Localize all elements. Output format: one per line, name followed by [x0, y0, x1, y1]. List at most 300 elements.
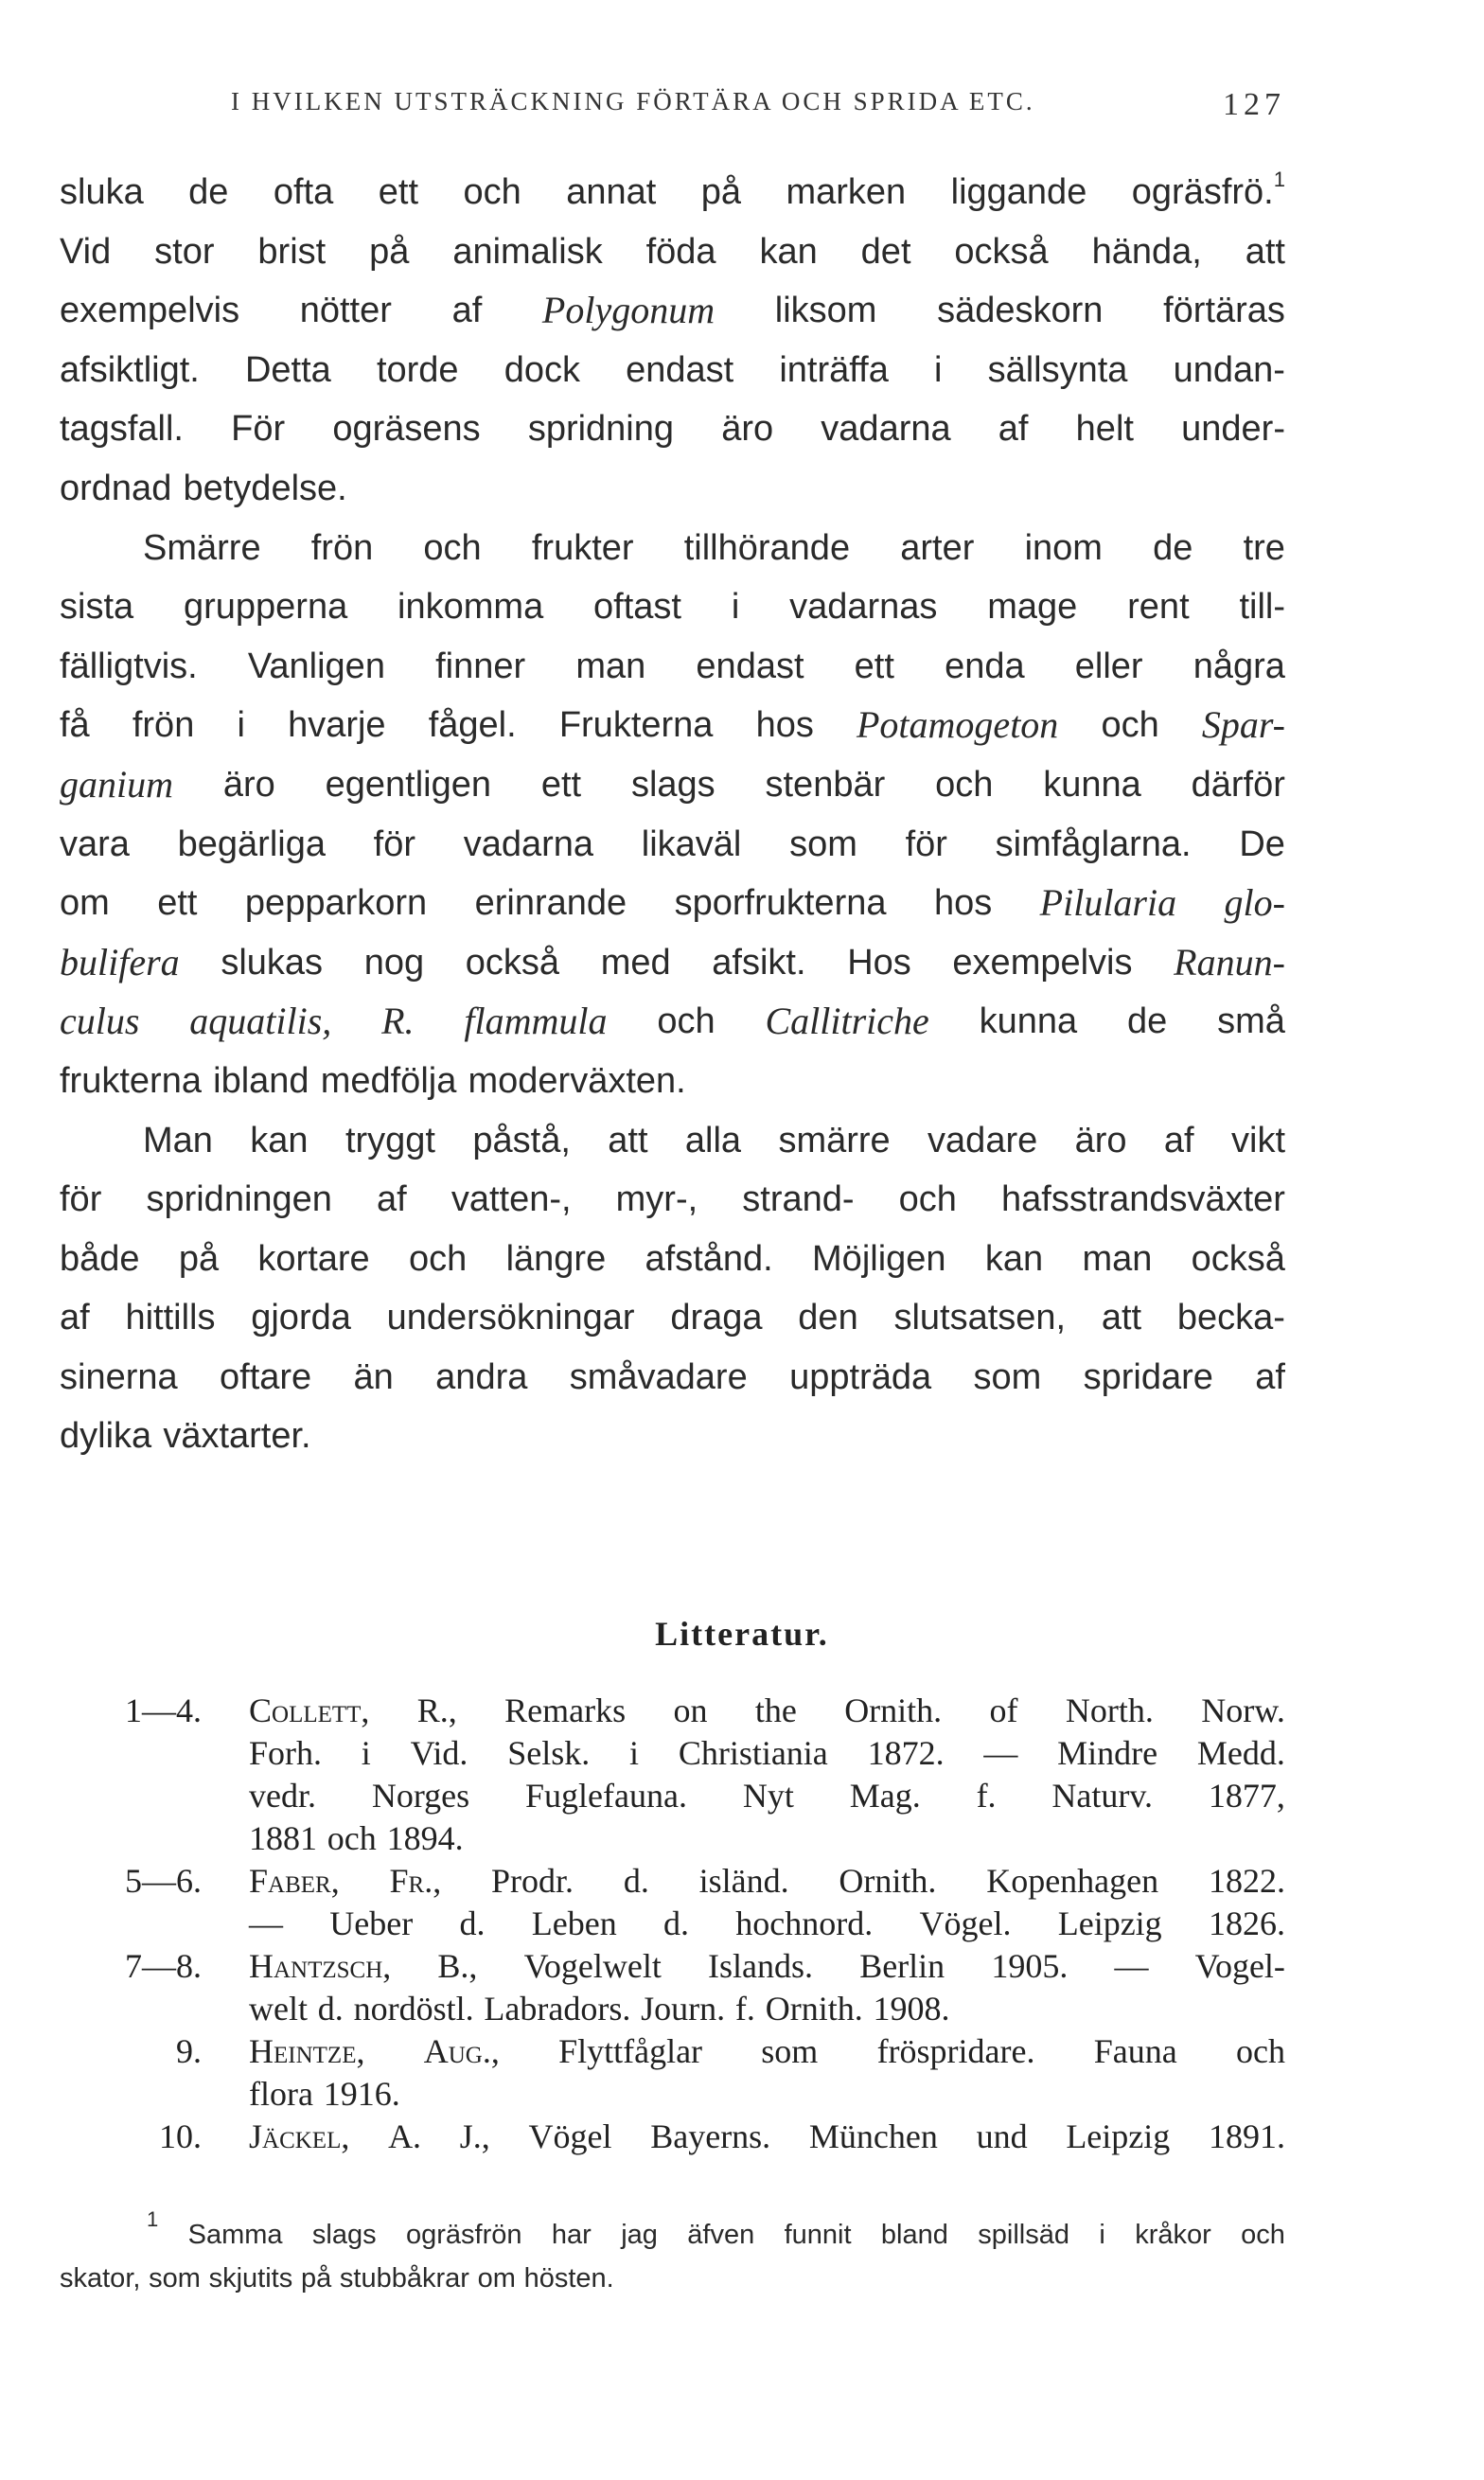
reference-number: 10.	[159, 2117, 202, 2155]
footnote-line	[60, 2207, 1285, 2257]
word: —	[983, 1734, 1018, 1772]
word: äfven	[687, 2220, 755, 2250]
word: den	[798, 1298, 858, 1338]
word: nog	[363, 942, 425, 983]
word: likaväl	[641, 824, 742, 864]
word: hittills	[125, 1298, 216, 1338]
word: fågel.	[428, 705, 517, 746]
word: af	[1163, 1120, 1194, 1160]
word: Journ.	[641, 1990, 726, 2028]
word: arter	[900, 527, 975, 568]
word: kan	[759, 231, 818, 272]
word: animalisk	[452, 231, 603, 272]
word: frön	[310, 527, 374, 568]
word: erinrande	[474, 883, 627, 924]
running-head	[0, 87, 1484, 140]
word: hösten.	[523, 2263, 614, 2294]
word: Ueber	[329, 1904, 414, 1942]
word: egentligen	[325, 764, 491, 805]
body-line	[60, 519, 1285, 578]
word: Faber,	[249, 1862, 340, 1900]
reference-entry	[60, 2116, 1285, 2158]
word: för	[373, 824, 416, 864]
reference-number: 1—4.	[125, 1692, 202, 1729]
word: sporfrukterna	[674, 883, 887, 924]
word: Frukterna	[558, 705, 714, 746]
word: flammula	[464, 1000, 608, 1043]
word: Ornith.	[839, 1862, 937, 1900]
word: af	[377, 1179, 407, 1220]
reference-line	[249, 2073, 1285, 2116]
word: Selsk.	[507, 1734, 591, 1772]
word: endast	[696, 646, 804, 686]
word: A.	[388, 2117, 422, 2155]
word: vadarna	[463, 824, 594, 864]
word: Naturv.	[1051, 1777, 1154, 1815]
word: hos	[933, 883, 993, 924]
word: om	[60, 883, 110, 924]
word: Hos	[847, 942, 911, 983]
word: marken	[786, 172, 907, 212]
word: på	[178, 1238, 220, 1279]
word: föda	[645, 231, 716, 272]
word: vadarna	[821, 409, 951, 450]
word: 1905.	[991, 1947, 1069, 1985]
word: och	[935, 764, 994, 805]
word: Kopenhagen	[986, 1862, 1159, 1900]
word: vadare	[928, 1120, 1038, 1160]
word: i	[237, 705, 245, 746]
word: Ornith.	[765, 1990, 863, 2028]
word: Flyttfåglar	[558, 2032, 703, 2070]
word: dylika	[60, 1416, 152, 1457]
word: jag	[621, 2220, 658, 2250]
word: kunna	[979, 1001, 1078, 1042]
word: de	[1126, 1001, 1168, 1042]
word: oftare	[220, 1356, 312, 1397]
word: Ornith.	[844, 1692, 943, 1729]
word: ett	[157, 883, 198, 924]
word: Vogelwelt	[523, 1947, 662, 1985]
reference-entry	[60, 1690, 1285, 1860]
word: slukas	[221, 942, 324, 983]
reference-line	[249, 1903, 1285, 1945]
word: uppträda	[789, 1356, 932, 1397]
word: Christiania	[678, 1734, 828, 1772]
word: frön	[132, 705, 195, 746]
word: fröspridare.	[876, 2032, 1035, 2070]
word: flora	[249, 2075, 313, 2113]
reference-line	[249, 1690, 1285, 1732]
word: i	[933, 349, 943, 390]
body-line	[60, 1052, 1285, 1111]
word: 1877,	[1208, 1777, 1285, 1815]
word: vara	[60, 824, 130, 864]
word: 1891.	[1208, 2117, 1285, 2155]
word: ett	[540, 764, 582, 805]
word: simfåglarna.	[995, 824, 1192, 864]
reference-line	[249, 1775, 1285, 1817]
word: vadarnas	[789, 587, 938, 628]
word: hafsstrandsväxter	[1001, 1179, 1285, 1220]
word: myr-,	[615, 1179, 698, 1220]
word: exempelvis	[952, 942, 1133, 983]
reference-entry	[60, 2030, 1285, 2116]
body-line	[60, 341, 1285, 400]
word: af	[60, 1298, 90, 1338]
word: afsiktligt.	[60, 349, 200, 390]
body-line	[60, 1407, 1285, 1466]
word: North.	[1065, 1692, 1154, 1729]
word: inom	[1024, 527, 1103, 568]
word: vedr.	[249, 1777, 316, 1815]
word: Mindre	[1057, 1734, 1158, 1772]
word: därför	[1191, 764, 1285, 805]
word: Aug.,	[423, 2032, 500, 2070]
word: exempelvis	[60, 291, 240, 331]
word: endast	[626, 349, 734, 390]
word: kråkor	[1135, 2220, 1211, 2250]
word: Fuglefauna.	[525, 1777, 687, 1815]
word: becka-	[1176, 1298, 1285, 1338]
word: afsikt.	[712, 942, 806, 983]
word: ordnad	[60, 468, 172, 508]
word: stor	[154, 231, 215, 272]
word: för	[60, 1179, 102, 1220]
word: ogräsfrön	[406, 2220, 522, 2250]
word: till-	[1239, 587, 1285, 628]
word: Smärre	[143, 527, 261, 568]
body-line	[60, 933, 1285, 993]
word: J.,	[459, 2117, 490, 2155]
word: ganium	[60, 762, 173, 806]
word: man	[575, 646, 646, 686]
word: Heintze,	[249, 2032, 365, 2070]
body-line	[60, 1288, 1285, 1348]
word: betydelse.	[183, 468, 347, 508]
word: —	[249, 1904, 283, 1942]
word: sinerna	[60, 1356, 178, 1397]
footnote-line	[60, 2257, 1285, 2300]
word: Detta	[244, 349, 331, 390]
word: draga	[670, 1298, 763, 1338]
reference-number: 9.	[176, 2032, 202, 2070]
word: att	[1245, 231, 1285, 272]
word: och	[409, 1238, 468, 1279]
body-line	[60, 399, 1285, 459]
word: ofta	[273, 172, 334, 212]
word: spillsäd	[978, 2220, 1069, 2250]
word: hochnord.	[735, 1904, 874, 1942]
reference-line	[249, 1860, 1285, 1903]
word: R.	[381, 1000, 415, 1043]
reference-number: 5—6.	[125, 1862, 202, 1900]
reference-number: 7—8.	[125, 1947, 202, 1985]
word: hvarje	[288, 705, 386, 746]
body-line	[60, 1230, 1285, 1289]
body-line	[60, 696, 1285, 755]
word: det	[860, 231, 911, 272]
word: tillhörande	[683, 527, 851, 568]
word: d.	[662, 1904, 689, 1942]
word: Bayerns.	[650, 2117, 771, 2155]
word: sista	[60, 587, 134, 628]
word: R.,	[416, 1692, 457, 1729]
word: stenbär	[765, 764, 886, 805]
word: andra	[435, 1356, 528, 1397]
word: Ranun-	[1174, 940, 1285, 983]
word: d.	[623, 1862, 649, 1900]
word: spridningen	[146, 1179, 332, 1220]
reference-line	[249, 2116, 1285, 2158]
word: och	[463, 172, 521, 212]
word: om	[477, 2263, 516, 2294]
word: spridning	[527, 409, 675, 450]
word: dock	[504, 349, 580, 390]
word: culus	[60, 1000, 140, 1043]
running-head-title: I HVILKEN UTSTRÄCKNING FÖRTÄRA OCH SPRIDA ETC.	[231, 87, 1035, 115]
body-line	[60, 281, 1285, 341]
word: stubbåkrar	[339, 2263, 469, 2294]
word: fälligtvis.	[60, 646, 198, 686]
word: Fr.,	[389, 1862, 442, 1900]
word: några	[1192, 646, 1285, 686]
word: spridare	[1083, 1356, 1213, 1397]
word: 1908.	[873, 1990, 950, 2028]
word: af	[451, 291, 483, 331]
word: påstå,	[472, 1120, 571, 1160]
word: liksom	[774, 291, 877, 331]
word: moderväxten.	[468, 1060, 686, 1101]
word: sällsynta	[987, 349, 1128, 390]
word: Islands.	[708, 1947, 814, 1985]
word: Remarks	[504, 1692, 627, 1729]
word: Fauna	[1093, 2032, 1177, 2070]
word: 1916.	[323, 2075, 400, 2113]
word: annat	[566, 172, 657, 212]
word: skjutits	[208, 2263, 293, 2294]
word: Potamogeton	[857, 703, 1059, 747]
reference-entry	[60, 1860, 1285, 1945]
word: B.,	[437, 1947, 478, 1985]
word: hända,	[1091, 231, 1202, 272]
word: Samma	[187, 2220, 283, 2250]
body-line	[60, 637, 1285, 697]
word: på	[369, 231, 410, 272]
word: kunna	[1043, 764, 1141, 805]
word: sluka	[60, 172, 144, 212]
word: i	[1099, 2220, 1105, 2250]
word: Leben	[531, 1904, 617, 1942]
footnote	[60, 2207, 1285, 2300]
word: Man	[143, 1120, 213, 1160]
body-line	[60, 459, 1285, 519]
word: som	[149, 2263, 201, 2294]
word: Prodr.	[491, 1862, 574, 1900]
word: bulifera	[60, 940, 180, 983]
word: För	[231, 409, 286, 450]
word: af	[1255, 1356, 1285, 1397]
body-line	[60, 1348, 1285, 1408]
word: Spar-	[1201, 703, 1285, 747]
word: och	[1235, 2032, 1285, 2070]
word: und	[976, 2117, 1028, 2155]
word: och	[327, 1819, 377, 1857]
word: finner	[435, 646, 526, 686]
word: 1872.	[867, 1734, 945, 1772]
literature-heading: Litteratur.	[655, 1615, 829, 1653]
word: brist	[257, 231, 327, 272]
word: Berlin	[859, 1947, 945, 1985]
word: Mag.	[849, 1777, 921, 1815]
word: äro	[721, 409, 774, 450]
word: gjorda	[251, 1298, 351, 1338]
word: mage	[987, 587, 1078, 628]
word: på	[700, 172, 742, 212]
word: och	[423, 527, 482, 568]
body-line	[60, 1111, 1285, 1171]
word: München	[808, 2117, 938, 2155]
word: smärre	[778, 1120, 891, 1160]
word: kortare	[257, 1238, 370, 1279]
word: Vid.	[410, 1734, 468, 1772]
body-line	[60, 992, 1285, 1052]
reference-list	[60, 1690, 1285, 2158]
reference-line	[249, 1988, 1285, 2030]
word: man	[1082, 1238, 1153, 1279]
word: Leipzig	[1066, 2117, 1171, 2155]
word: slags	[630, 764, 716, 805]
word: kan	[250, 1120, 309, 1160]
word: Vögel	[528, 2117, 612, 2155]
word: Möjligen	[812, 1238, 946, 1279]
word: Forh.	[249, 1734, 323, 1772]
word: att	[608, 1120, 648, 1160]
footnote-marker: 1	[147, 2207, 159, 2231]
word: Vogel-	[1194, 1947, 1285, 1985]
word: inkomma	[398, 587, 544, 628]
body-line	[60, 222, 1285, 282]
footnote-marker: 1	[1273, 168, 1285, 191]
word: både	[60, 1238, 140, 1279]
word: som	[789, 824, 857, 864]
word: ett	[378, 172, 418, 212]
word: oftast	[593, 587, 681, 628]
word: Vid	[60, 231, 112, 272]
word: också	[954, 231, 1049, 272]
page-number: 127	[1223, 87, 1285, 122]
word: under-	[1181, 409, 1285, 450]
word: glo-	[1224, 881, 1285, 925]
word: grupperna	[183, 587, 348, 628]
word: och	[898, 1179, 957, 1220]
word: 1826.	[1208, 1904, 1285, 1942]
word: begärliga	[177, 824, 326, 864]
word: Norw.	[1201, 1692, 1285, 1729]
word: d.	[317, 1990, 344, 2028]
word: med	[600, 942, 671, 983]
word: skator,	[60, 2263, 141, 2294]
word: Leipzig	[1057, 1904, 1162, 1942]
word: undan-	[1173, 349, 1285, 390]
word: och	[1101, 705, 1159, 746]
reference-line	[249, 1817, 1285, 1860]
word: bland	[880, 2220, 948, 2250]
word: tryggt	[344, 1120, 435, 1160]
word: slutsatsen,	[893, 1298, 1067, 1338]
word: tre	[1243, 527, 1285, 568]
body-line	[60, 874, 1285, 933]
word: pepparkorn	[244, 883, 428, 924]
word: Norges	[371, 1777, 470, 1815]
word: Jäckel,	[249, 2117, 350, 2155]
word: Hantzsch,	[249, 1947, 392, 1985]
word: än	[353, 1356, 394, 1397]
word: också	[465, 942, 560, 983]
word: f.	[734, 1990, 755, 2028]
word: Pilularia	[1039, 881, 1177, 925]
word: och	[1241, 2220, 1285, 2250]
word: förtäras	[1163, 291, 1285, 331]
word: enda	[945, 646, 1025, 686]
word: frukter	[531, 527, 634, 568]
word: af	[998, 409, 1029, 450]
word: på	[300, 2263, 332, 2294]
word: sädeskorn	[937, 291, 1104, 331]
word: Polygonum	[541, 289, 716, 332]
word: ett	[854, 646, 894, 686]
word: och	[657, 1001, 716, 1042]
word: liggande	[950, 172, 1087, 212]
word: Collett,	[249, 1692, 370, 1729]
word: Nyt	[742, 1777, 794, 1815]
word: Labradors.	[484, 1990, 631, 2028]
word: små	[1217, 1001, 1285, 1042]
word: strand-	[742, 1179, 855, 1220]
reference-line	[249, 2030, 1285, 2073]
word: torde	[376, 349, 459, 390]
word: of	[989, 1692, 1018, 1729]
word: welt	[249, 1990, 308, 2028]
word: f.	[976, 1777, 997, 1815]
word: funnit	[784, 2220, 852, 2250]
word: 1881	[249, 1819, 317, 1857]
word: längre	[505, 1238, 607, 1279]
word: i	[629, 1734, 640, 1772]
body-text	[60, 163, 1285, 1466]
word: 1822.	[1208, 1862, 1285, 1900]
word: undersökningar	[386, 1298, 635, 1338]
word: de	[188, 172, 229, 212]
word: äro	[222, 764, 275, 805]
reference-line	[249, 1732, 1285, 1775]
word: som	[973, 1356, 1042, 1397]
word: som	[761, 2032, 819, 2070]
word: afstånd.	[645, 1238, 773, 1279]
word: slags	[311, 2220, 377, 2250]
word: frukterna	[60, 1060, 202, 1101]
word: kan	[984, 1238, 1044, 1279]
body-line	[60, 163, 1285, 222]
word: alla	[684, 1120, 742, 1160]
word: småvadare	[569, 1356, 748, 1397]
word: för	[905, 824, 947, 864]
word: Vanligen	[247, 646, 385, 686]
word: medfölja	[320, 1060, 457, 1101]
word: aquatilis,	[189, 1000, 332, 1043]
word: 1894.	[386, 1819, 464, 1857]
word: De	[1239, 824, 1285, 864]
